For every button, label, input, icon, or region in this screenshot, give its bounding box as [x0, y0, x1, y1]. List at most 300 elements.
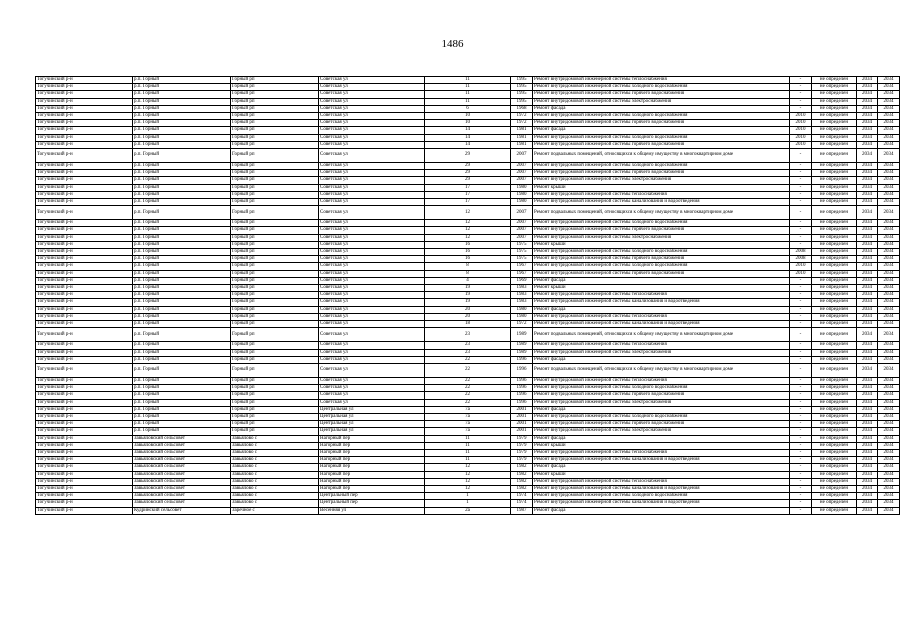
cell-municipality: р.п. Горный — [133, 406, 231, 413]
cell-plan-start: 2034 — [857, 220, 878, 227]
cell-year: 1975 — [511, 256, 533, 263]
cell-street: Советская ул — [319, 141, 425, 148]
table-row — [36, 306, 900, 313]
cell-prev-year: - — [790, 363, 812, 377]
cell-cost: не определен — [812, 392, 857, 399]
cell-work-type: Ремонт крыши — [533, 241, 790, 248]
cell-street: Весенняя ул — [319, 507, 425, 514]
cell-plan-start: 2034 — [857, 313, 878, 320]
cell-house: 22 — [425, 385, 511, 392]
cell-locality: Горный рп — [231, 270, 319, 277]
cell-locality: Горный рп — [231, 98, 319, 105]
cell-plan-start: 2034 — [857, 428, 878, 435]
cell-cost: не определен — [812, 313, 857, 320]
cell-year: 1981 — [511, 127, 533, 134]
cell-district: Тогучинский р-н — [36, 84, 133, 91]
cell-municipality: Завьяловский сельсовет — [133, 435, 231, 442]
cell-cost: не определен — [812, 149, 857, 163]
cell-year: 1989 — [511, 349, 533, 356]
cell-street: Советская ул — [319, 356, 425, 363]
cell-street: Советская ул — [319, 249, 425, 256]
cell-district: Тогучинский р-н — [36, 385, 133, 392]
cell-house: 18 — [425, 321, 511, 328]
cell-municipality: Завьяловский сельсовет — [133, 457, 231, 464]
cell-municipality: р.п. Горный — [133, 428, 231, 435]
cell-district: Тогучинский р-н — [36, 277, 133, 284]
cell-house: 8 — [425, 263, 511, 270]
cell-cost: не определен — [812, 134, 857, 141]
cell-prev-year: - — [790, 149, 812, 163]
cell-municipality: р.п. Горный — [133, 256, 231, 263]
cell-plan-start: 2034 — [857, 299, 878, 306]
cell-house: 4 — [425, 277, 511, 284]
cell-plan-start: 2034 — [857, 91, 878, 98]
cell-prev-year: - — [790, 435, 812, 442]
cell-year: 1996 — [511, 385, 533, 392]
cell-street: Советская ул — [319, 84, 425, 91]
cell-plan-start: 2034 — [857, 141, 878, 148]
cell-plan-end: 2034 — [878, 349, 900, 356]
cell-locality: Завьялово с — [231, 471, 319, 478]
cell-plan-start: 2034 — [857, 306, 878, 313]
cell-district: Тогучинский р-н — [36, 471, 133, 478]
cell-house: 12 — [425, 485, 511, 492]
table-row — [36, 493, 900, 500]
cell-plan-end: 2034 — [878, 149, 900, 163]
table-row — [36, 421, 900, 428]
cell-plan-start: 2034 — [857, 449, 878, 456]
cell-street: Советская ул — [319, 256, 425, 263]
cell-prev-year: - — [790, 98, 812, 105]
cell-district: Тогучинский р-н — [36, 234, 133, 241]
cell-locality: Горный рп — [231, 163, 319, 170]
cell-plan-start: 2034 — [857, 285, 878, 292]
cell-street: Советская ул — [319, 306, 425, 313]
cell-district: Тогучинский р-н — [36, 113, 133, 120]
cell-year: 1995 — [511, 91, 533, 98]
cell-cost: не определен — [812, 449, 857, 456]
cell-street: Советская ул — [319, 342, 425, 349]
table-row — [36, 191, 900, 198]
cell-street: Советская ул — [319, 270, 425, 277]
cell-prev-year: 2010 — [790, 141, 812, 148]
table-row — [36, 321, 900, 328]
cell-year: 1996 — [511, 363, 533, 377]
cell-house: 11 — [425, 98, 511, 105]
cell-house: 7а — [425, 413, 511, 420]
cell-district: Тогучинский р-н — [36, 413, 133, 420]
cell-work-type: Ремонт крыши — [533, 471, 790, 478]
cell-plan-start: 2034 — [857, 392, 878, 399]
cell-plan-start: 2034 — [857, 227, 878, 234]
cell-plan-end: 2034 — [878, 177, 900, 184]
cell-district: Тогучинский р-н — [36, 428, 133, 435]
table-row — [36, 249, 900, 256]
cell-district: Тогучинский р-н — [36, 91, 133, 98]
cell-cost: не определен — [812, 464, 857, 471]
cell-work-type: Ремонт внутридомовой инженерной системы канализования и водоотведения — [533, 457, 790, 464]
cell-prev-year: 2010 — [790, 270, 812, 277]
cell-street: Советская ул — [319, 321, 425, 328]
cell-locality: Горный рп — [231, 249, 319, 256]
cell-house: 11 — [425, 442, 511, 449]
cell-work-type: Ремонт фасада — [533, 356, 790, 363]
cell-cost: не определен — [812, 399, 857, 406]
cell-cost: не определен — [812, 170, 857, 177]
cell-locality: Горный рп — [231, 342, 319, 349]
table-row — [36, 98, 900, 105]
cell-work-type: Ремонт внутридомовой инженерной системы электроснабжения — [533, 428, 790, 435]
cell-street: Советская ул — [319, 392, 425, 399]
cell-municipality: р.п. Горный — [133, 134, 231, 141]
cell-plan-end: 2034 — [878, 91, 900, 98]
cell-prev-year: - — [790, 77, 812, 84]
cell-work-type: Ремонт внутридомовой инженерной системы холодного водоснабжения — [533, 134, 790, 141]
table-row — [36, 163, 900, 170]
cell-municipality: р.п. Горный — [133, 191, 231, 198]
cell-plan-start: 2034 — [857, 199, 878, 206]
cell-municipality: р.п. Горный — [133, 356, 231, 363]
cell-plan-start: 2034 — [857, 170, 878, 177]
cell-house: 7а — [425, 421, 511, 428]
cell-year: 1989 — [511, 328, 533, 342]
cell-prev-year: - — [790, 163, 812, 170]
table-row — [36, 507, 900, 514]
table-row — [36, 313, 900, 320]
cell-municipality: р.п. Горный — [133, 392, 231, 399]
cell-plan-start: 2034 — [857, 263, 878, 270]
table-row — [36, 356, 900, 363]
cell-street: Советская ул — [319, 149, 425, 163]
cell-prev-year: - — [790, 299, 812, 306]
cell-year: 1989 — [511, 342, 533, 349]
cell-cost: не определен — [812, 493, 857, 500]
cell-house: 2а — [425, 507, 511, 514]
cell-district: Тогучинский р-н — [36, 170, 133, 177]
cell-year: 2001 — [511, 413, 533, 420]
cell-plan-start: 2034 — [857, 120, 878, 127]
cell-locality: Горный рп — [231, 413, 319, 420]
cell-year: 2007 — [511, 206, 533, 220]
cell-plan-end: 2034 — [878, 98, 900, 105]
cell-street: Советская ул — [319, 184, 425, 191]
cell-locality: Горный рп — [231, 299, 319, 306]
cell-municipality: р.п. Горный — [133, 227, 231, 234]
cell-plan-end: 2034 — [878, 141, 900, 148]
cell-district: Тогучинский р-н — [36, 206, 133, 220]
cell-cost: не определен — [812, 306, 857, 313]
cell-municipality: Завьяловский сельсовет — [133, 500, 231, 507]
cell-plan-end: 2034 — [878, 428, 900, 435]
cell-district: Тогучинский р-н — [36, 77, 133, 84]
cell-municipality: р.п. Горный — [133, 342, 231, 349]
cell-plan-end: 2034 — [878, 328, 900, 342]
table-row — [36, 464, 900, 471]
cell-year: 1983 — [511, 292, 533, 299]
cell-work-type: Ремонт внутридомовой инженерной системы теплоснабжения — [533, 478, 790, 485]
cell-year: 1982 — [511, 471, 533, 478]
cell-prev-year: - — [790, 406, 812, 413]
cell-house: 11 — [425, 457, 511, 464]
cell-plan-start: 2034 — [857, 84, 878, 91]
cell-municipality: р.п. Горный — [133, 349, 231, 356]
cell-street: Нагорный пер — [319, 442, 425, 449]
cell-plan-start: 2034 — [857, 163, 878, 170]
cell-street: Центральная ул — [319, 406, 425, 413]
table-row — [36, 500, 900, 507]
cell-municipality: р.п. Горный — [133, 299, 231, 306]
cell-work-type: Ремонт внутридомовой инженерной системы теплоснабжения — [533, 292, 790, 299]
cell-year: 2007 — [511, 149, 533, 163]
cell-year: 1983 — [511, 285, 533, 292]
cell-house: 22 — [425, 377, 511, 384]
cell-work-type: Ремонт внутридомовой инженерной системы холодного водоснабжения — [533, 249, 790, 256]
cell-street: Советская ул — [319, 234, 425, 241]
table-row — [36, 399, 900, 406]
cell-locality: Горный рп — [231, 184, 319, 191]
cell-house: 8 — [425, 270, 511, 277]
cell-prev-year: - — [790, 105, 812, 112]
cell-locality: Горный рп — [231, 91, 319, 98]
table-row — [36, 406, 900, 413]
cell-prev-year: - — [790, 191, 812, 198]
cell-locality: Горный рп — [231, 227, 319, 234]
cell-locality: Горный рп — [231, 306, 319, 313]
cell-district: Тогучинский р-н — [36, 377, 133, 384]
cell-locality: Завьялово с — [231, 442, 319, 449]
cell-plan-start: 2034 — [857, 98, 878, 105]
cell-year: 1974 — [511, 500, 533, 507]
cell-plan-end: 2034 — [878, 313, 900, 320]
cell-street: Советская ул — [319, 292, 425, 299]
table-row — [36, 270, 900, 277]
cell-work-type: Ремонт внутридомовой инженерной системы холодного водоснабжения — [533, 263, 790, 270]
cell-plan-end: 2034 — [878, 464, 900, 471]
cell-plan-start: 2034 — [857, 435, 878, 442]
table-row — [36, 435, 900, 442]
cell-cost: не определен — [812, 385, 857, 392]
cell-cost: не определен — [812, 478, 857, 485]
cell-district: Тогучинский р-н — [36, 120, 133, 127]
capital-repair-table — [35, 76, 900, 515]
table-row — [36, 256, 900, 263]
cell-municipality: р.п. Горный — [133, 206, 231, 220]
cell-street: Советская ул — [319, 170, 425, 177]
cell-prev-year: 2010 — [790, 120, 812, 127]
cell-house: 22 — [425, 392, 511, 399]
cell-district: Тогучинский р-н — [36, 184, 133, 191]
cell-prev-year: - — [790, 478, 812, 485]
cell-work-type: Ремонт фасада — [533, 435, 790, 442]
cell-district: Тогучинский р-н — [36, 241, 133, 248]
cell-work-type: Ремонт подвальных помещений, относящихся к общему имуществу в многоквартирном доме — [533, 149, 790, 163]
cell-house: 19 — [425, 285, 511, 292]
cell-municipality: р.п. Горный — [133, 199, 231, 206]
table-body — [36, 77, 900, 515]
cell-year: 1979 — [511, 442, 533, 449]
cell-municipality: р.п. Горный — [133, 321, 231, 328]
table-row — [36, 141, 900, 148]
cell-year: 2007 — [511, 177, 533, 184]
cell-prev-year: - — [790, 500, 812, 507]
cell-work-type: Ремонт внутридомовой инженерной системы холодного водоснабжения — [533, 493, 790, 500]
cell-plan-end: 2034 — [878, 392, 900, 399]
cell-street: Советская ул — [319, 399, 425, 406]
cell-street: Нагорный пер — [319, 435, 425, 442]
cell-plan-end: 2034 — [878, 363, 900, 377]
cell-cost: не определен — [812, 507, 857, 514]
cell-street: Советская ул — [319, 313, 425, 320]
cell-street: Советская ул — [319, 77, 425, 84]
cell-plan-start: 2034 — [857, 149, 878, 163]
cell-plan-start: 2034 — [857, 356, 878, 363]
cell-locality: Завьялово с — [231, 485, 319, 492]
cell-cost: не определен — [812, 263, 857, 270]
cell-plan-start: 2034 — [857, 328, 878, 342]
cell-street: Центральная ул — [319, 413, 425, 420]
cell-district: Тогучинский р-н — [36, 500, 133, 507]
cell-district: Тогучинский р-н — [36, 105, 133, 112]
cell-street: Советская ул — [319, 206, 425, 220]
cell-locality: Горный рп — [231, 292, 319, 299]
cell-street: Центральная ул — [319, 428, 425, 435]
cell-street: Советская ул — [319, 127, 425, 134]
cell-year: 2007 — [511, 170, 533, 177]
cell-plan-start: 2034 — [857, 406, 878, 413]
cell-cost: не определен — [812, 113, 857, 120]
cell-municipality: р.п. Горный — [133, 377, 231, 384]
cell-work-type: Ремонт внутридомовой инженерной системы горячего водоснабжения — [533, 120, 790, 127]
cell-locality: Завьялово с — [231, 478, 319, 485]
cell-plan-end: 2034 — [878, 170, 900, 177]
cell-work-type: Ремонт внутридомовой инженерной системы теплоснабжения — [533, 77, 790, 84]
cell-district: Тогучинский р-н — [36, 363, 133, 377]
cell-plan-start: 2034 — [857, 270, 878, 277]
cell-locality: Горный рп — [231, 428, 319, 435]
cell-cost: не определен — [812, 249, 857, 256]
table-row — [36, 413, 900, 420]
cell-street: Советская ул — [319, 263, 425, 270]
cell-street: Центральный пер — [319, 500, 425, 507]
cell-prev-year: 2010 — [790, 263, 812, 270]
cell-plan-end: 2034 — [878, 406, 900, 413]
cell-locality: Горный рп — [231, 141, 319, 148]
cell-district: Тогучинский р-н — [36, 478, 133, 485]
cell-locality: Горный рп — [231, 177, 319, 184]
table-row — [36, 485, 900, 492]
cell-prev-year: - — [790, 428, 812, 435]
cell-plan-start: 2034 — [857, 413, 878, 420]
cell-municipality: р.п. Горный — [133, 91, 231, 98]
cell-prev-year: - — [790, 234, 812, 241]
cell-cost: не определен — [812, 256, 857, 263]
table-row — [36, 263, 900, 270]
cell-locality: Горный рп — [231, 199, 319, 206]
cell-year: 2007 — [511, 163, 533, 170]
cell-district: Тогучинский р-н — [36, 321, 133, 328]
cell-prev-year: - — [790, 285, 812, 292]
cell-municipality: Завьяловский сельсовет — [133, 493, 231, 500]
cell-prev-year: - — [790, 206, 812, 220]
table-row — [36, 299, 900, 306]
cell-prev-year: 2008 — [790, 256, 812, 263]
cell-work-type: Ремонт подвальных помещений, относящихся к общему имуществу в многоквартирном доме — [533, 206, 790, 220]
cell-plan-start: 2034 — [857, 77, 878, 84]
cell-locality: Горный рп — [231, 421, 319, 428]
cell-work-type: Ремонт внутридомовой инженерной системы горячего водоснабжения — [533, 227, 790, 234]
cell-locality: Горный рп — [231, 377, 319, 384]
cell-year: 1996 — [511, 377, 533, 384]
cell-cost: не определен — [812, 342, 857, 349]
cell-locality: Горный рп — [231, 385, 319, 392]
cell-prev-year: 2010 — [790, 113, 812, 120]
table-row — [36, 385, 900, 392]
cell-street: Советская ул — [319, 285, 425, 292]
cell-plan-start: 2034 — [857, 377, 878, 384]
cell-district: Тогучинский р-н — [36, 191, 133, 198]
cell-prev-year: - — [790, 377, 812, 384]
cell-house: 19 — [425, 292, 511, 299]
cell-district: Тогучинский р-н — [36, 457, 133, 464]
cell-house: 23 — [425, 328, 511, 342]
cell-plan-end: 2034 — [878, 220, 900, 227]
cell-work-type: Ремонт внутридомовой инженерной системы электроснабжения — [533, 234, 790, 241]
cell-house: 16 — [425, 256, 511, 263]
cell-plan-start: 2034 — [857, 442, 878, 449]
cell-locality: Горный рп — [231, 206, 319, 220]
cell-plan-end: 2034 — [878, 478, 900, 485]
cell-house: 10 — [425, 113, 511, 120]
cell-plan-end: 2034 — [878, 199, 900, 206]
cell-street: Советская ул — [319, 163, 425, 170]
cell-locality: Горный рп — [231, 349, 319, 356]
cell-cost: не определен — [812, 328, 857, 342]
cell-prev-year: - — [790, 392, 812, 399]
cell-municipality: р.п. Горный — [133, 421, 231, 428]
cell-prev-year: 2010 — [790, 134, 812, 141]
cell-plan-start: 2034 — [857, 249, 878, 256]
cell-street: Советская ул — [319, 98, 425, 105]
cell-district: Тогучинский р-н — [36, 342, 133, 349]
cell-plan-end: 2034 — [878, 270, 900, 277]
cell-plan-start: 2034 — [857, 206, 878, 220]
cell-municipality: р.п. Горный — [133, 163, 231, 170]
cell-municipality: р.п. Горный — [133, 328, 231, 342]
cell-house: 12 — [425, 227, 511, 234]
cell-plan-end: 2034 — [878, 84, 900, 91]
cell-plan-end: 2034 — [878, 399, 900, 406]
cell-year: 1972 — [511, 321, 533, 328]
cell-street: Советская ул — [319, 120, 425, 127]
cell-work-type: Ремонт внутридомовой инженерной системы канализования и водоотведения — [533, 321, 790, 328]
table-row — [36, 449, 900, 456]
cell-locality: Горный рп — [231, 149, 319, 163]
cell-house: 16 — [425, 249, 511, 256]
cell-year: 2007 — [511, 234, 533, 241]
cell-street: Нагорный пер — [319, 478, 425, 485]
cell-plan-end: 2034 — [878, 299, 900, 306]
cell-plan-start: 2034 — [857, 241, 878, 248]
cell-work-type: Ремонт фасада — [533, 127, 790, 134]
table-row — [36, 428, 900, 435]
cell-house: 1 — [425, 493, 511, 500]
cell-year: 1981 — [511, 141, 533, 148]
cell-house: 10 — [425, 120, 511, 127]
cell-cost: не определен — [812, 120, 857, 127]
table-row — [36, 170, 900, 177]
cell-locality: Завьялово с — [231, 464, 319, 471]
cell-prev-year: - — [790, 421, 812, 428]
